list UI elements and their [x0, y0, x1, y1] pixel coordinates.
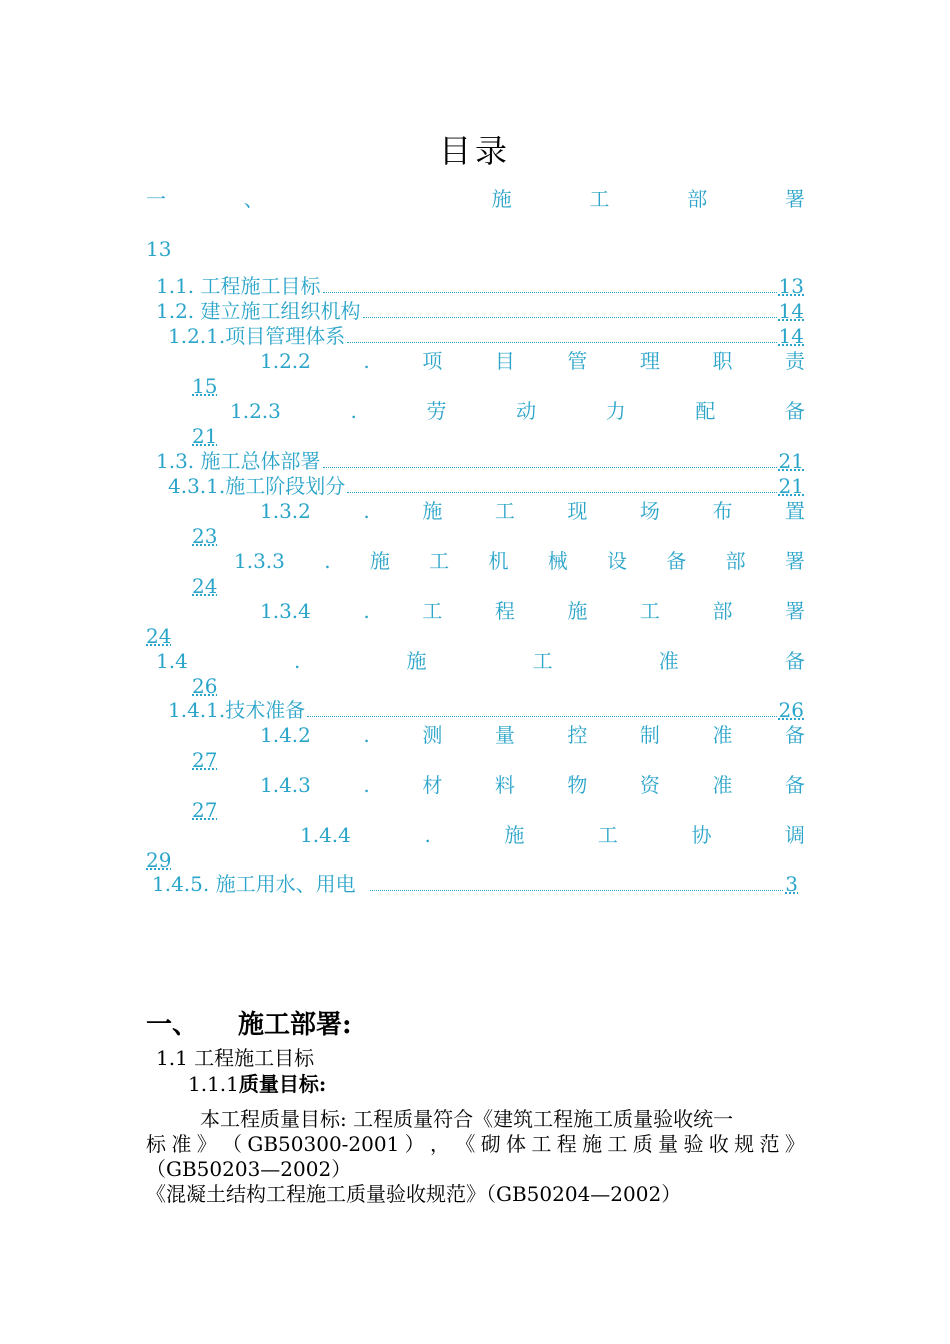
toc-char: 理: [639, 349, 660, 373]
paragraph-char: 范: [759, 1132, 780, 1156]
toc-char: 协: [691, 823, 712, 847]
toc-page-number: 14: [778, 299, 804, 323]
toc-char: 1.2.3: [230, 399, 281, 423]
toc-char: 职: [712, 349, 733, 373]
toc-char: 工: [532, 649, 553, 673]
paragraph-char: 》: [196, 1132, 217, 1156]
toc-char: 工: [639, 599, 660, 623]
toc-char: 1.4.3: [260, 773, 311, 797]
toc-char: 部: [712, 599, 733, 623]
toc-char: 材: [422, 773, 443, 797]
paragraph-char: 收: [708, 1132, 729, 1156]
paragraph-char: （: [222, 1132, 243, 1156]
toc-char: 施: [491, 187, 512, 211]
toc-char: 布: [712, 499, 733, 523]
paragraph-char: 工: [607, 1132, 628, 1156]
toc-leader: [323, 466, 777, 468]
toc-char: .: [363, 773, 370, 797]
toc-char: 物: [567, 773, 588, 797]
toc-char: 管: [567, 349, 588, 373]
toc-char: .: [293, 649, 301, 673]
toc-char: 工: [589, 187, 610, 211]
toc-char: 现: [567, 499, 588, 523]
toc-char: .: [350, 399, 357, 423]
toc-page-number[interactable]: 13: [146, 237, 172, 261]
toc-entry-label: 1.3. 施工总体部署: [156, 449, 321, 473]
paragraph-char: 砌: [480, 1132, 501, 1156]
toc-char: 工: [494, 499, 515, 523]
toc-entry-4-3-1[interactable]: [168, 473, 804, 499]
paragraph-line-2: [146, 1131, 805, 1157]
toc-char: 备: [784, 649, 805, 673]
toc-char: 施: [567, 599, 588, 623]
paragraph-char: 程: [556, 1132, 577, 1156]
toc-char: 工: [422, 599, 443, 623]
toc-char: 1.4: [156, 649, 188, 673]
toc-entry-1-3-3[interactable]: [234, 548, 805, 574]
toc-page-number[interactable]: 21: [192, 424, 218, 448]
toc-char: .: [363, 723, 370, 747]
sub-subsection-heading: [188, 1071, 326, 1097]
paragraph-char: 《: [455, 1132, 476, 1156]
toc-entry-label: 1.2.1.项目管理体系: [168, 324, 346, 348]
toc-char: 料: [494, 773, 515, 797]
paragraph-char: 质: [632, 1132, 653, 1156]
toc-char: 机: [488, 549, 509, 573]
toc-char: 部: [687, 187, 708, 211]
toc-char: 备: [784, 723, 805, 747]
paragraph-char: 体: [506, 1132, 527, 1156]
paragraph-char: 施: [582, 1132, 603, 1156]
toc-page-number: 14: [778, 324, 804, 348]
toc-page-number: 21: [778, 449, 804, 473]
toc-char: 、: [243, 187, 264, 211]
toc-page-number: 3: [785, 872, 798, 896]
toc-char: 工: [597, 823, 618, 847]
toc-char: .: [363, 499, 370, 523]
toc-char: 署: [784, 599, 805, 623]
toc-entry-1-1[interactable]: [156, 273, 804, 299]
paragraph-char: 》: [784, 1132, 805, 1156]
section-heading-number: 一、: [146, 1010, 199, 1040]
toc-char: .: [363, 599, 370, 623]
paragraph-char: 准: [171, 1132, 192, 1156]
toc-char: 施: [369, 549, 390, 573]
toc-char: 目: [494, 349, 515, 373]
toc-char: 调: [784, 823, 805, 847]
toc-char: 署: [784, 187, 805, 211]
paragraph-line-1: 本工程质量目标: 工程质量符合《建筑工程施工质量验收统一: [200, 1107, 734, 1131]
toc-char: 动: [516, 399, 537, 423]
toc-char: 施: [406, 649, 427, 673]
toc-char: 准: [712, 723, 733, 747]
sub-subsection-text: 质量目标:: [238, 1072, 327, 1096]
toc-char: 配: [695, 399, 716, 423]
paragraph-char: ，: [430, 1132, 451, 1156]
toc-leader: [347, 341, 776, 343]
toc-entry-1-4-4[interactable]: [300, 822, 805, 848]
toc-char: 施: [504, 823, 525, 847]
toc-char: 工: [429, 549, 450, 573]
toc-page-number[interactable]: 27: [192, 748, 218, 772]
toc-leader: [363, 316, 777, 318]
toc-char: 备: [666, 549, 687, 573]
toc-char: 1.4.2: [260, 723, 311, 747]
paragraph-line-4: 《混凝土结构工程施工质量验收规范》（GB50204—2002）: [146, 1182, 682, 1206]
toc-entry-1-2-1[interactable]: [168, 323, 804, 349]
toc-char: 署: [784, 549, 805, 573]
toc-char: 制: [639, 723, 660, 747]
paragraph-char: 标: [146, 1132, 166, 1156]
toc-char: 准: [658, 649, 679, 673]
toc-page-number[interactable]: 24: [192, 574, 218, 598]
toc-entry-1-4-5[interactable]: [152, 871, 798, 897]
toc-char: .: [424, 823, 431, 847]
toc-page-number: 13: [778, 274, 804, 298]
toc-entry-label: 1.4.5. 施工用水、用电: [152, 872, 356, 896]
toc-char: 设: [607, 549, 628, 573]
toc-entry-1-3[interactable]: [156, 448, 804, 474]
toc-page-number[interactable]: 29: [146, 848, 172, 872]
toc-char: 测: [422, 723, 443, 747]
toc-page-number[interactable]: 15: [192, 374, 218, 398]
toc-entry-1-4-3[interactable]: [260, 772, 805, 798]
toc-page-number: 21: [778, 474, 804, 498]
toc-entry-1-4-1[interactable]: [168, 697, 804, 723]
toc-char: 1.2.2: [260, 349, 311, 373]
toc-char: 1.3.4: [260, 599, 311, 623]
paragraph-char: 工: [531, 1132, 552, 1156]
toc-char: 场: [639, 499, 660, 523]
toc-char: 1.3.2: [260, 499, 311, 523]
toc-page-number[interactable]: 27: [192, 798, 218, 822]
toc-entry-1[interactable]: [146, 186, 805, 212]
toc-entry-label: 1.1. 工程施工目标: [156, 274, 321, 298]
page-title: 目录: [438, 132, 511, 170]
toc-char: 准: [712, 773, 733, 797]
toc-page-number[interactable]: 23: [192, 524, 218, 548]
toc-leader: [323, 291, 777, 293]
toc-entry-label: 1.4.1.技术准备: [168, 698, 306, 722]
toc-char: .: [324, 549, 331, 573]
toc-char: 备: [784, 773, 805, 797]
toc-entry-1-4-2[interactable]: [260, 722, 805, 748]
toc-leader: [370, 889, 784, 891]
toc-page-number[interactable]: 26: [192, 674, 218, 698]
section-heading-text: 施工部署:: [238, 1010, 352, 1040]
toc-char: 施: [422, 499, 443, 523]
toc-entry-1-2-3[interactable]: [230, 398, 805, 424]
toc-entry-1-3-2[interactable]: [260, 498, 805, 524]
paragraph-char: 规: [734, 1132, 755, 1156]
toc-page-number: 26: [778, 698, 804, 722]
toc-char: 一: [146, 187, 166, 211]
toc-char: 项: [422, 349, 443, 373]
paragraph-line-3: （GB50203—2002）: [146, 1157, 352, 1181]
toc-char: 械: [547, 549, 568, 573]
toc-entry-1-2[interactable]: [156, 298, 804, 324]
toc-char: 劳: [426, 399, 447, 423]
subsection-heading: 1.1 工程施工目标: [156, 1046, 315, 1070]
section-heading: [146, 1004, 352, 1041]
paragraph-char: 验: [683, 1132, 704, 1156]
toc-char: .: [363, 349, 370, 373]
toc-leader: [347, 491, 776, 493]
toc-entry-1-3-4[interactable]: [260, 598, 805, 624]
toc-leader: [307, 715, 776, 717]
toc-char: 控: [567, 723, 588, 747]
toc-char: 责: [784, 349, 805, 373]
toc-char: 1.3.3: [234, 549, 285, 573]
sub-subsection-number: 1.1.1: [188, 1072, 239, 1096]
toc-char: 备: [785, 399, 805, 423]
paragraph-char: 量: [658, 1132, 679, 1156]
toc-char: 1.4.4: [300, 823, 351, 847]
toc-char: 资: [639, 773, 660, 797]
toc-entry-1-2-2[interactable]: [260, 348, 805, 374]
toc-char: 置: [784, 499, 805, 523]
toc-char: 部: [725, 549, 746, 573]
toc-char: 量: [494, 723, 515, 747]
paragraph-char: GB50300-2001: [247, 1132, 400, 1156]
toc-page-number[interactable]: 24: [146, 624, 172, 648]
paragraph-char: ）: [404, 1132, 425, 1156]
toc-char: 力: [605, 399, 626, 423]
toc-entry-label: 1.2. 建立施工组织机构: [156, 299, 361, 323]
toc-entry-1-4[interactable]: [156, 648, 805, 674]
toc-char: 程: [494, 599, 515, 623]
toc-entry-label: 4.3.1.施工阶段划分: [168, 474, 346, 498]
